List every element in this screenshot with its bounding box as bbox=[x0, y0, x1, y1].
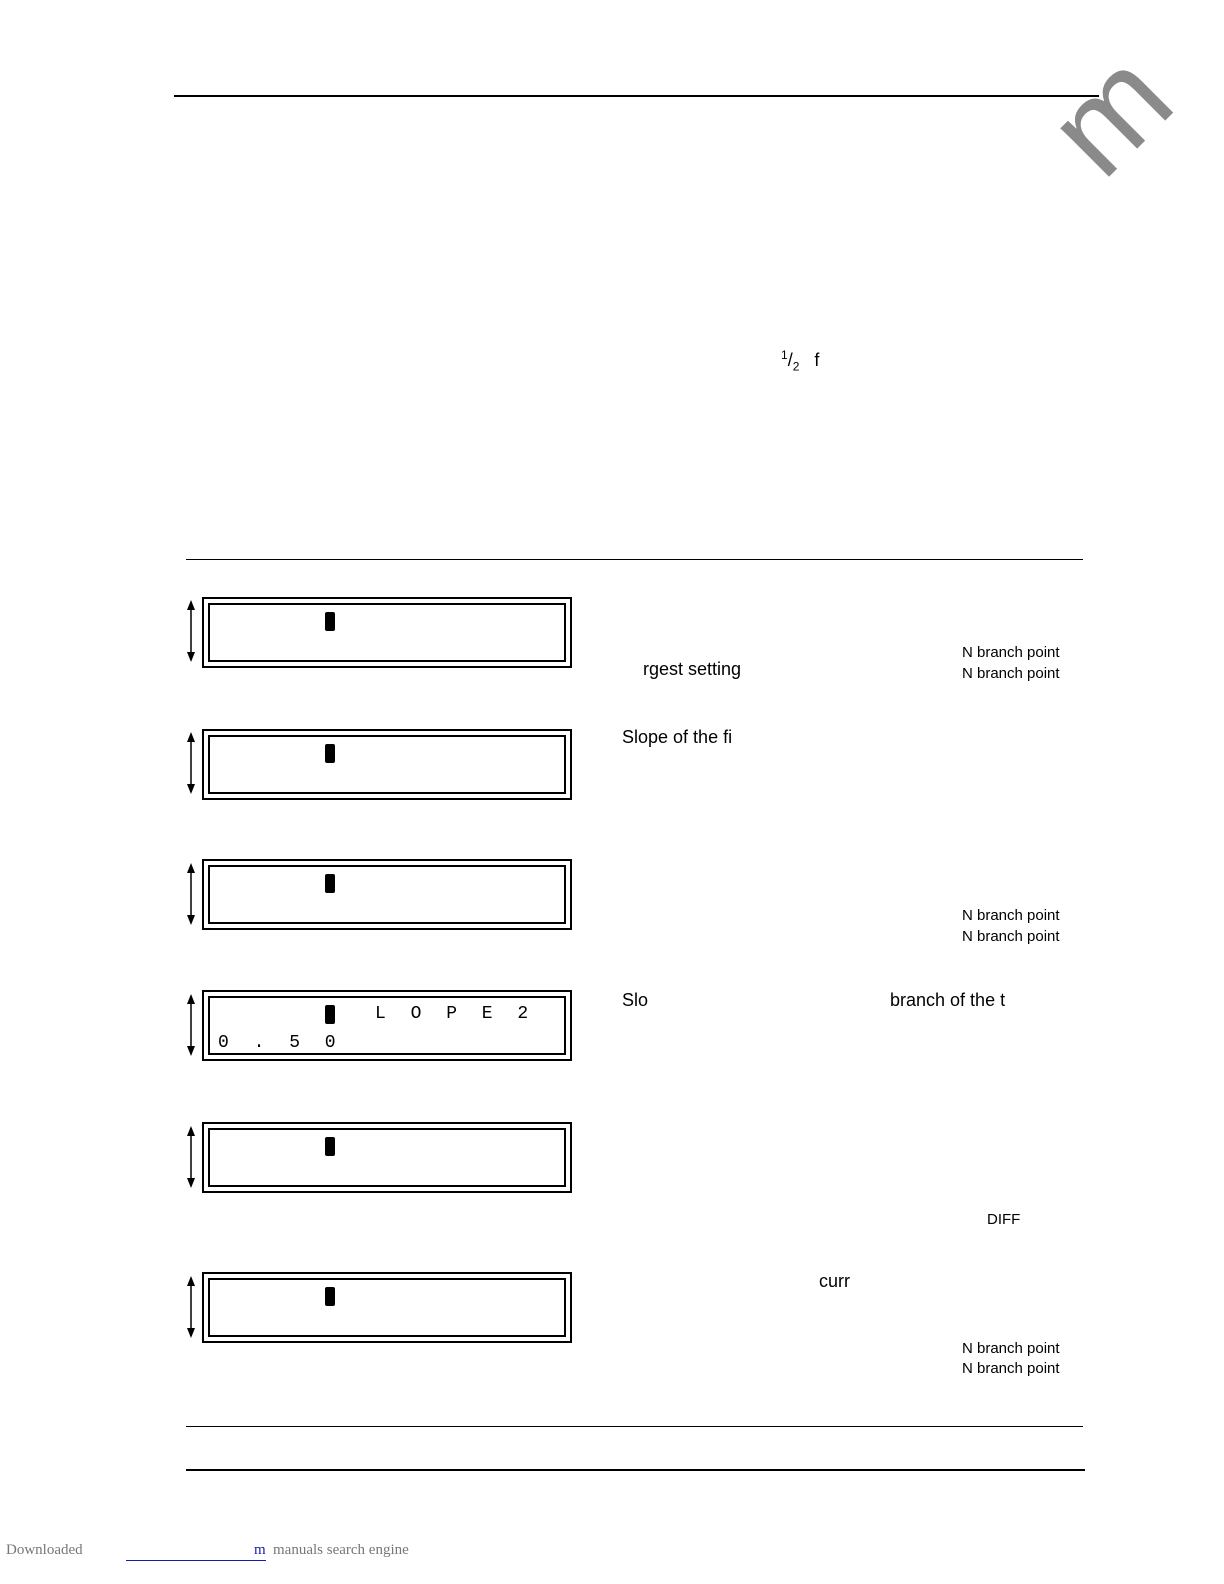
footer-link[interactable]: m bbox=[254, 1542, 266, 1558]
note-text: N branch point bbox=[962, 1340, 1060, 1357]
updown-arrow-icon bbox=[184, 1276, 198, 1338]
footer-link-underline bbox=[126, 1560, 266, 1561]
description-text: Slope of the fi bbox=[622, 727, 733, 747]
lcd-cursor bbox=[325, 1137, 335, 1156]
watermark-logo: m bbox=[1019, 23, 1200, 203]
lcd-line-1: L O P E 2 bbox=[375, 1004, 536, 1024]
fraction-text: $^1/_2$ f bbox=[781, 348, 820, 374]
lcd-cursor bbox=[325, 874, 335, 893]
description-text: rgest setting bbox=[643, 659, 742, 679]
description-text: branch of the t bbox=[890, 990, 1006, 1010]
lcd-cursor bbox=[325, 1005, 335, 1024]
fraction-numerator: 1 bbox=[781, 348, 788, 362]
lcd-cursor bbox=[325, 612, 335, 631]
lcd-cursor bbox=[325, 1287, 335, 1306]
lcd-display-6 bbox=[202, 1272, 572, 1343]
table-bottom-rule bbox=[186, 1426, 1083, 1427]
footer-engine: manuals search engine bbox=[273, 1542, 409, 1558]
note-text: N branch point bbox=[962, 1360, 1060, 1377]
description-text: curr bbox=[819, 1271, 850, 1291]
lcd-display-2 bbox=[202, 729, 572, 800]
footer-downloaded: Downloaded bbox=[6, 1542, 83, 1558]
footer-rule bbox=[186, 1469, 1085, 1471]
note-text: N branch point bbox=[962, 907, 1060, 924]
lcd-display-4 bbox=[202, 990, 572, 1061]
updown-arrow-icon bbox=[184, 994, 198, 1056]
description-text: Slo bbox=[622, 990, 649, 1010]
header-rule bbox=[174, 95, 1099, 97]
fraction-denominator: 2 bbox=[792, 359, 800, 374]
note-text: DIFF bbox=[987, 1211, 1021, 1228]
fraction-suffix: f bbox=[814, 350, 820, 370]
lcd-cursor bbox=[325, 744, 335, 763]
note-text: N branch point bbox=[962, 928, 1060, 945]
lcd-line-2: 0 . 5 0 bbox=[218, 1033, 343, 1053]
lcd-display-5 bbox=[202, 1122, 572, 1193]
updown-arrow-icon bbox=[184, 600, 198, 662]
table-top-rule bbox=[186, 559, 1083, 560]
lcd-display-3 bbox=[202, 859, 572, 930]
note-text: N branch point bbox=[962, 665, 1060, 682]
updown-arrow-icon bbox=[184, 863, 198, 925]
updown-arrow-icon bbox=[184, 1126, 198, 1188]
lcd-display-1 bbox=[202, 597, 572, 668]
note-text: N branch point bbox=[962, 644, 1060, 661]
updown-arrow-icon bbox=[184, 732, 198, 794]
